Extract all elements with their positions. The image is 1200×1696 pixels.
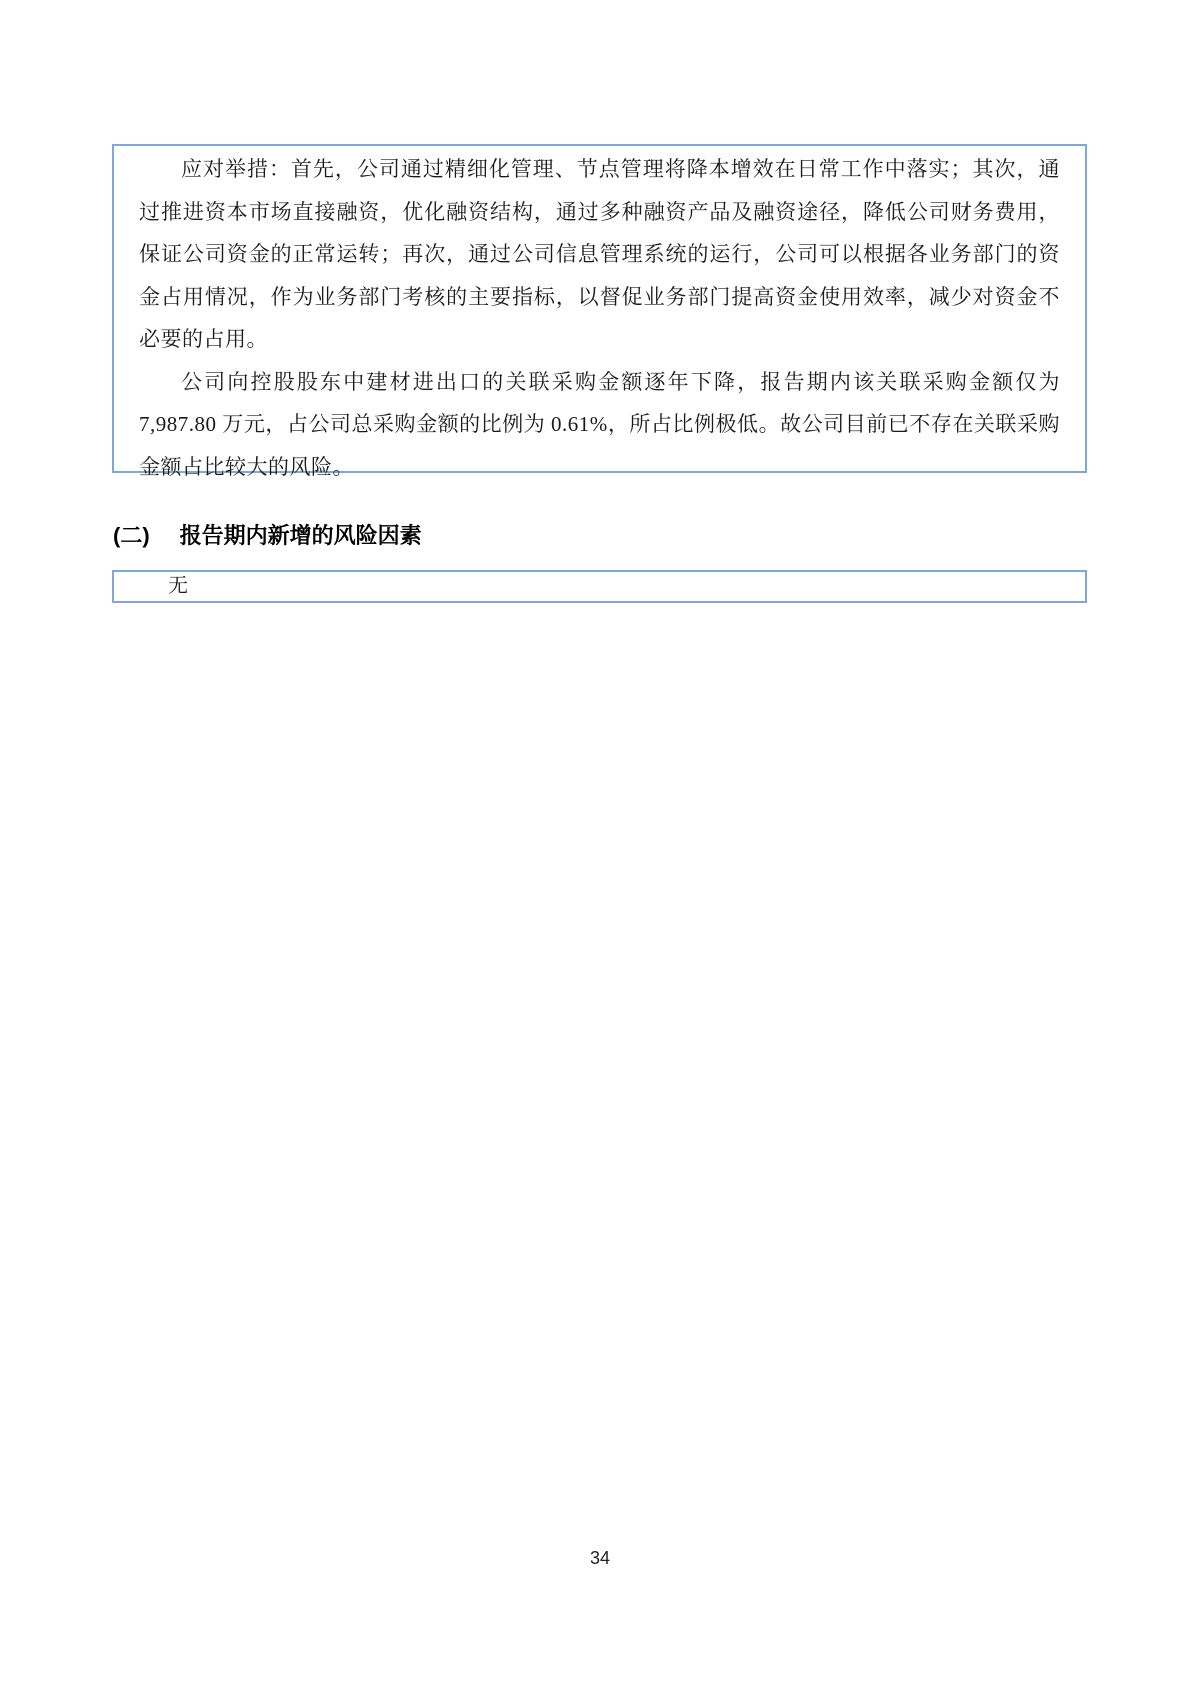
paragraph-related-purchase: 公司向控股股东中建材进出口的关联采购金额逐年下降，报告期内该关联采购金额仅为 7,987.80 万元，占公司总采购金额的比例为 0.61%，所占比例极低。故公司目前已不存在关联采购金额占比较大的风险。 (139, 369, 1060, 479)
no-new-risk-text: 无 (168, 575, 188, 597)
section-heading (113, 524, 1013, 548)
paragraph-countermeasures: 应对举措：首先，公司通过精细化管理、节点管理将降本增效在日常工作中落实；其次，通过推进资本市场直接融资，优化融资结构，通过多种融资产品及融资途径，降低公司财务费用，保证公司资金的正常运转；再次，通过公司信息管理系统的运行，公司可以根据各业务部门的资金占用情况，作为业务部门考核的主要指标，以督促业务部门提高资金使用效率，减少对资金不必要的占用。 (139, 157, 1060, 351)
risk-response-textbox (112, 144, 1087, 479)
no-new-risk-textbox (112, 570, 1087, 603)
page-number: 34 (589, 1548, 611, 1568)
section-title: 报告期内新增的风险因素 (179, 523, 422, 548)
section-number: (二) (113, 523, 150, 548)
